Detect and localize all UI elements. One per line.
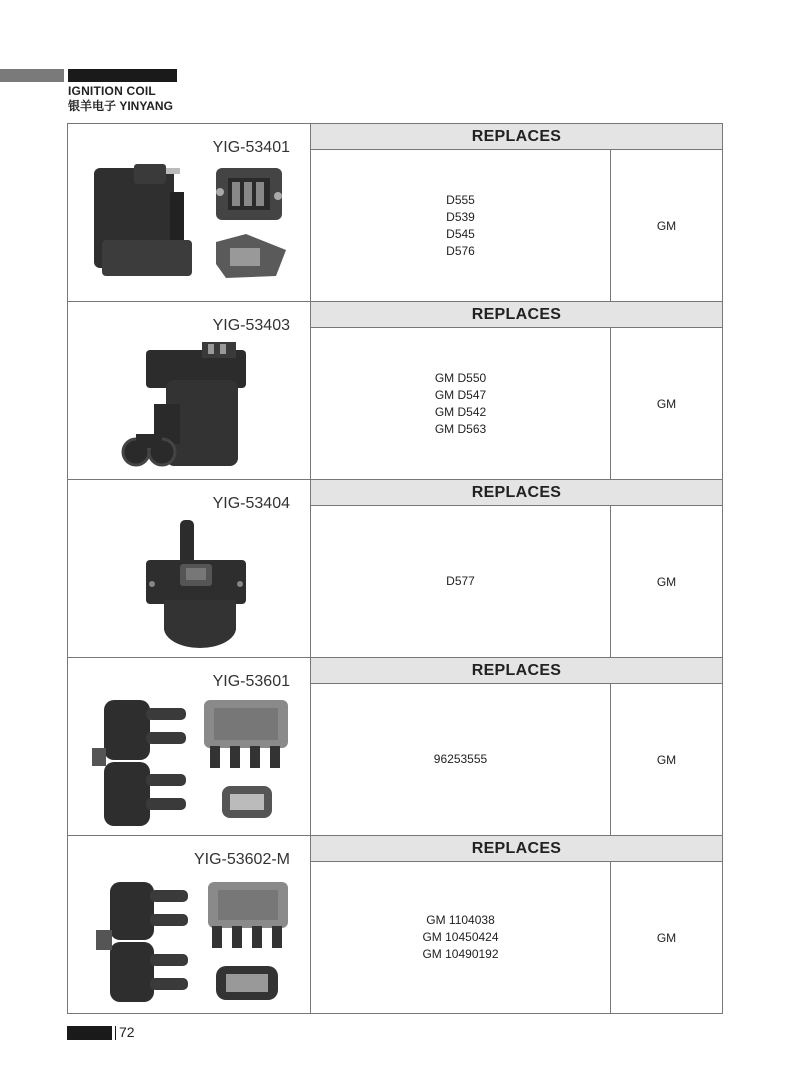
replace-code: D539 xyxy=(446,209,475,224)
replaces-codes-cell xyxy=(311,506,611,657)
product-image-cell xyxy=(68,658,311,835)
replaces-codes xyxy=(446,192,475,260)
section-title: IGNITION COIL xyxy=(68,84,156,98)
ignition-coil-image xyxy=(80,512,300,652)
replace-code: GM D563 xyxy=(434,421,487,436)
vehicle-make: GM xyxy=(611,328,723,479)
replace-code: D555 xyxy=(446,192,475,207)
footer-accent-bar xyxy=(67,1026,112,1040)
replaces-codes-cell xyxy=(311,150,611,301)
page-number: 72 xyxy=(119,1024,135,1040)
replace-code: D577 xyxy=(446,574,475,588)
replaces-codes-cell xyxy=(311,328,611,479)
product-image-cell xyxy=(68,124,311,301)
replaces-codes xyxy=(434,751,487,768)
replaces-header: REPLACES xyxy=(311,836,723,862)
replace-code: D545 xyxy=(446,226,475,241)
vehicle-make: GM xyxy=(611,150,723,301)
footer-divider xyxy=(115,1026,116,1040)
catalog-row xyxy=(68,480,723,658)
brand-subtitle: 银羊电子 YINYANG xyxy=(68,99,173,113)
replaces-header: REPLACES xyxy=(311,480,723,506)
product-image-cell xyxy=(68,480,311,657)
replaces-header: REPLACES xyxy=(311,124,723,150)
replace-code: GM D550 xyxy=(434,370,487,385)
replace-code: D576 xyxy=(446,243,475,258)
replaces-codes-cell xyxy=(311,684,611,835)
replaces-codes xyxy=(446,573,475,590)
part-number: YIG-53602-M xyxy=(193,851,290,868)
ignition-coil-image xyxy=(80,156,300,296)
ignition-coil-image xyxy=(80,690,300,830)
product-image-cell xyxy=(68,302,311,479)
replaces-header: REPLACES xyxy=(311,302,723,328)
part-number: YIG-53401 xyxy=(212,139,290,156)
part-number: YIG-53404 xyxy=(212,495,290,512)
header-accent-bar-grey xyxy=(0,69,64,82)
catalog-row xyxy=(68,302,723,480)
replaces-codes xyxy=(435,370,486,438)
catalog-row xyxy=(68,836,723,1014)
replace-code: GM D547 xyxy=(434,387,487,402)
vehicle-make: GM xyxy=(611,506,723,657)
replaces-codes-cell xyxy=(311,862,611,1013)
vehicle-make: GM xyxy=(611,684,723,835)
replaces-codes xyxy=(422,912,498,963)
replace-code: GM 10490192 xyxy=(422,947,499,961)
replaces-header: REPLACES xyxy=(311,658,723,684)
ignition-coil-image xyxy=(80,868,300,1008)
catalog-table xyxy=(67,123,723,1014)
replace-code: 96253555 xyxy=(433,752,488,766)
replace-code: GM D542 xyxy=(434,404,487,419)
catalog-row xyxy=(68,658,723,836)
product-image-cell xyxy=(68,836,311,1013)
part-number: YIG-53601 xyxy=(212,673,290,690)
catalog-row xyxy=(68,124,723,302)
replace-code: GM 1104038 xyxy=(426,913,495,927)
ignition-coil-image xyxy=(80,334,300,474)
vehicle-make: GM xyxy=(611,862,723,1013)
part-number: YIG-53403 xyxy=(212,317,290,334)
replace-code: GM 10450424 xyxy=(422,930,499,944)
header-accent-bar-black xyxy=(68,69,177,82)
